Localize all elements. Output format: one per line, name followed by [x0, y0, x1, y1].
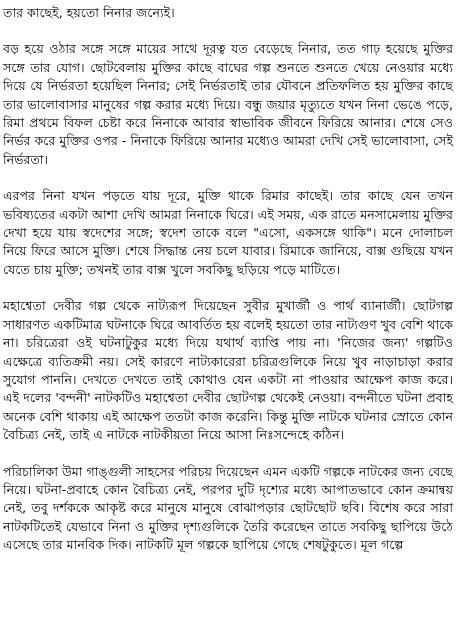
- paragraph-1: তার কাছেই, হয়তো নিনার জন্যেই।: [3, 5, 175, 20]
- paragraph-3: এরপর নিনা যখন পড়তে যায় দূরে, মুক্তি থাকে রিমার কাছেই। তার কাছে যেন তখন ভবিষ্যতের একটা আশা দেখি আমরা নিনাকে ঘিরে। এই সময়, এক রাতে মনসামেলায় মুক্তির দেখা হয়ে যায় স্বদেশের সঙ্গে; স্বদেশ তাকে বলে "এসো, একসঙ্গে থাকি"। মনে দোলাচল নিয়ে ফিরে আসে মুক্তি। শেষে সিদ্ধান্ত নেয় চলে যাবার। রিমাকে জানিয়ে, বাক্স গুছিয়ে যখন যেতে চায় মুক্তি; তখনই তার বাক্স খুলে সবকিছু ছড়িয়ে পড়ে মাটিতে।: [3, 188, 453, 277]
- paragraph-2: বড় হয়ে ওঠার সঙ্গে সঙ্গে মায়ের সাথে দূরত্ব যত বেড়েছে নিনার, তত গাঢ় হয়েছে মুক্তির সঙ্গে তার যোগ। ছোটবেলায় মুক্তির কাছে বাঘের গল্প শুনতে শুনতে খেয়ে নেওয়ার মধ্যে দিয়ে যে নির্ভরতা হয়েছিল নিনার; সেই নির্ভরতাই তার যৌবনে প্রতিফলিত হয় মুক্তির কাছে তার ভালোবাসার মানুষের গল্প করার মধ্যে দিয়ে। বন্ধু জয়ার মৃত্যুতে যখন নিনা ভেঙে পড়ে, রিমা প্রথমে বিফল চেষ্টা করে নিনাকে আবার স্বাভাবিক জীবনে ফিরিয়ে আনার। শেষে সেও নির্ভর করে মুক্তির ওপর - নিনাকে ফিরিয়ে আনার মধ্যেও আমরা দেখি সেই ভালোবাসা, সেই নির্ভরতা।: [3, 41, 453, 167]
- paragraph-4: মহাশ্বেতা দেবীর গল্প থেকে নাট্যরূপ দিয়েছেন সুবীর মুখার্জী ও পার্থ ব্যানার্জী। ছোটগল্প সাধারণত একটিমাত্র ঘটনাকে ঘিরে আবর্তিত হয় বলেই হয়তো তার নাট্যগুণ খুব বেশি থাকে না। চরিত্রেরা ওই ঘটনাটুকুর মধ্যে দিয়ে যথার্থ ব্যাপ্তি পায় না। 'নিজের জন্য' গল্পটিও এক্ষেত্রে ব্যতিক্রমী নয়। সেই কারণে নাট্যকারেরা চরিত্রগুলিকে নিয়ে খুব নাড়াচাড়া করার সুযোগ পাননি। দেখতে দেখতে তাই কোথাও যেন একটা না পাওয়ার আক্ষেপ কাজ করে। এই দলের 'বন্দনী' নাটকটিও মহাশ্বেতা দেবীর ছোটগল্প থেকেই নেওয়া। বন্দনীতে ঘটনা প্রবাহ অনেক বেশি থাকায় এই আক্ষেপ ততটা কাজ করেনি। কিন্তু মুক্তি নাটকে ঘটনার স্রোতে কোন বৈচিত্র্য নেই, তাই এ নাটকে নাটকীয়তা নিয়ে আসা নিঃসন্দেহে কঠিন।: [3, 298, 453, 443]
- paragraph-5: পরিচালিকা উমা গাঙ্গুলী সাহসের পরিচয় দিয়েছেন এমন একটি গল্পকে নাটকের জন্য বেছে নিয়ে। ঘটনা-প্রবাহে কোন বৈচিত্র্য নেই, পরপর দুটি দৃশ্যের মধ্যে আপাতভাবে কোন ক্রমান্বয় নেই, তবু দর্শককে আকৃষ্ট করে মানুষে মানুষে বোঝাপড়ার ছোটছোট ছবি। বিশেষ করে সারা নাটকটিতেই যেভাবে নিনা ও মুক্তির দৃশ্যগুলিকে তৈরি করেছেন তাতে সবকিছু ছাপিয়ে উঠে এসেছে তার মানবিক দিক। নাটকটি মূল গল্পকে ছাপিয়ে গেছে শেষটুকুতে। মূল গল্পে: [3, 463, 453, 553]
